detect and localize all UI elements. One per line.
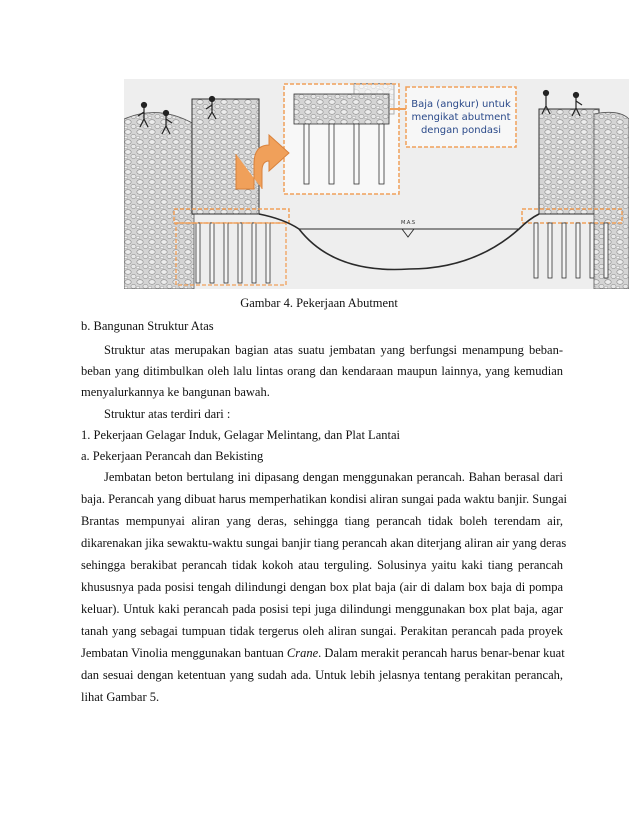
abutment-figure bbox=[124, 79, 629, 289]
para3-line-7: keluar). Untuk kaki perancah pada posisi tepi juga dilindungi menggunakan box plat baja, agar bbox=[81, 602, 563, 616]
left-abutment bbox=[192, 99, 259, 214]
callout-line-2: mengikat abutment bbox=[411, 112, 511, 123]
callout-line-3: dengan pondasi bbox=[420, 125, 502, 136]
para3-line-2: baja. Perancah yang dibuat harus memperhatikan kondisi aliran sungai pada waktu banjir. Sungai bbox=[81, 492, 567, 506]
right-embankment bbox=[594, 112, 629, 289]
inset-pile-cap bbox=[294, 94, 389, 124]
list-item-1: 1. Pekerjaan Gelagar Induk, Gelagar Melintang, dan Plat Lantai bbox=[81, 428, 400, 442]
para3-line-8: tanah yang sebagai tumpuan tidak tergerus oleh aliran sungai. Perakitan perancah pada proyek bbox=[81, 624, 563, 638]
list-item-a: a. Pekerjaan Perancah dan Bekisting bbox=[81, 449, 264, 463]
para1-line-1: Struktur atas merupakan bagian atas suatu jembatan yang berfungsi menampung beban- bbox=[104, 343, 563, 357]
left-embankment bbox=[124, 113, 194, 289]
para3-line-11: lihat Gambar 5. bbox=[81, 690, 160, 704]
section-heading-b: b. Bangunan Struktur Atas bbox=[81, 319, 214, 333]
mas-label: M.A.S bbox=[401, 220, 415, 226]
para3-line-6: khususnya pada posisi tengah dilindungi dengan box plat baja (air di dalam box baja di pompa bbox=[81, 580, 563, 594]
para3-line-5: sehingga berakibat perancah tidak kokoh atau terguling. Solusinya yaitu kaki tiang perancah bbox=[81, 558, 563, 572]
para3-line-3: Brantas mempunyai aliran yang deras, sehingga tiang perancah tidak boleh terendam air, bbox=[81, 514, 563, 528]
right-abutment bbox=[539, 109, 599, 214]
para2: Struktur atas terdiri dari : bbox=[104, 407, 231, 421]
figure-caption: Gambar 4. Pekerjaan Abutment bbox=[240, 296, 398, 310]
para1-line-3: menyalurkannya ke bangunan bawah. bbox=[81, 385, 270, 399]
para3-line-4: dikarenakan jika sewaktu-waktu sungai banjir tiang perancah akan diterjang aliran air yang deras bbox=[81, 536, 567, 550]
para3-line-9-after: . Dalam merakit perancah harus benar-benar kuat bbox=[318, 646, 565, 660]
callout-line-1: Baja (angkur) untuk bbox=[411, 99, 511, 110]
para3-line-1: Jembatan beton bertulang ini dipasang dengan menggunakan perancah. Bahan berasal dari bbox=[104, 470, 563, 484]
para1-line-2: beban yang ditimbulkan oleh lalu lintas orang dan kendaraan maupun lainnya, yang kemudian bbox=[81, 364, 563, 378]
crane-italic: Crane bbox=[286, 646, 319, 660]
para3-line-9 bbox=[81, 645, 563, 661]
para3-line-10: dan sesuai dengan ketentuan yang sudah ada. Untuk lebih jelasnya tentang perakitan perancah, bbox=[81, 668, 563, 682]
para3-line-9-before: Jembatan Vinolia menggunakan bantuan bbox=[81, 646, 287, 660]
